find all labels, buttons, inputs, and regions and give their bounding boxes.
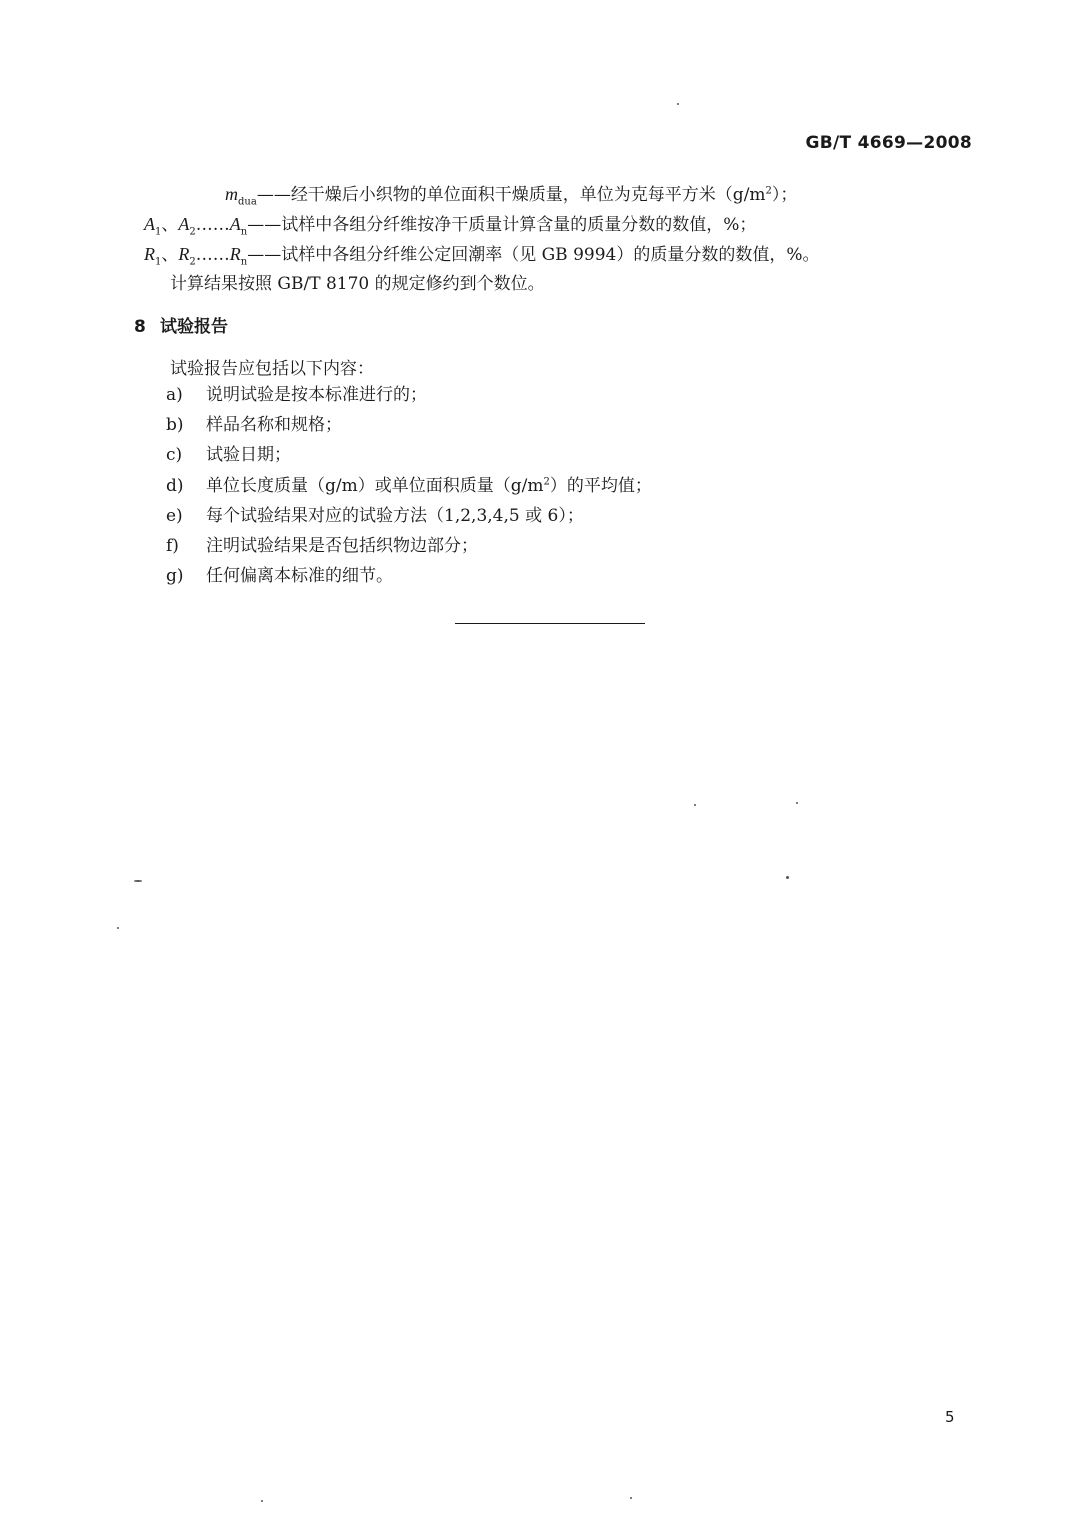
section-intro: 试验报告应包括以下内容：	[170, 359, 374, 379]
symbol-rn-subscript: n	[240, 256, 248, 268]
symbol-rn: R	[229, 244, 241, 264]
list-item-text: 试验日期；	[206, 445, 291, 466]
list-marker: e)	[166, 505, 183, 526]
list-item	[166, 380, 652, 410]
list-item	[166, 561, 652, 591]
list-marker: g)	[166, 566, 184, 587]
scan-speck	[630, 1497, 632, 1499]
symbol-m: m	[225, 184, 238, 204]
definition-text-end: ）；	[771, 185, 798, 205]
symbol-a2-subscript: 2	[189, 226, 196, 238]
definition-text: 经干燥后小织物的单位面积干燥质量，单位为克每平方米（g/m	[290, 185, 766, 205]
definition-m-dua	[225, 182, 797, 207]
symbol-m-subscript: dua	[238, 196, 257, 208]
definition-r-values	[144, 242, 820, 267]
ellipsis: ……	[195, 215, 230, 235]
scan-speck	[261, 1500, 263, 1502]
list-item-text: 注明试验结果是否包括织物边部分；	[206, 535, 478, 556]
symbol-a1: A	[144, 214, 155, 234]
scan-speck	[117, 927, 119, 929]
section-heading	[134, 312, 228, 337]
report-items-list	[166, 380, 652, 591]
list-item-text: 样品名称和规格；	[206, 415, 342, 436]
unit-superscript: 2	[765, 185, 772, 197]
definition-dash: ——	[247, 245, 282, 265]
symbol-r1-subscript: 1	[155, 256, 162, 268]
ellipsis: ……	[195, 245, 230, 265]
definition-text: 试样中各组分纤维公定回潮率（见 GB 9994）的质量分数的数值，%。	[281, 245, 820, 265]
list-item-text: 单位长度质量（g/m）或单位面积质量（g/m	[206, 475, 544, 496]
separator: 、	[161, 215, 179, 235]
definition-dash: ——	[247, 215, 282, 235]
list-item	[166, 440, 652, 470]
separator: 、	[161, 245, 179, 265]
scan-speck	[694, 804, 696, 806]
list-item-text: 每个试验结果对应的试验方法（1,2,3,4,5 或 6）；	[206, 505, 584, 526]
symbol-r2: R	[178, 244, 190, 264]
scan-speck	[677, 103, 679, 105]
symbol-an-subscript: n	[240, 226, 248, 238]
section-title: 试验报告	[160, 317, 228, 337]
definition-text: 试样中各组分纤维按净干质量计算含量的质量分数的数值，%；	[281, 215, 757, 235]
list-marker: c)	[166, 445, 183, 466]
list-marker: a)	[166, 385, 183, 405]
definition-a-values	[144, 212, 756, 237]
list-marker: b)	[166, 415, 184, 436]
symbol-r1: R	[144, 244, 155, 264]
end-of-document-rule	[455, 623, 645, 624]
list-marker: f)	[166, 535, 179, 556]
page-number: 5	[945, 1408, 955, 1426]
rounding-note: 计算结果按照 GB/T 8170 的规定修约到个数位。	[170, 274, 545, 294]
definition-dash: ——	[256, 185, 291, 205]
list-item-text-end: ）的平均值；	[549, 475, 652, 496]
symbol-r2-subscript: 2	[189, 256, 196, 268]
symbol-an: A	[229, 214, 241, 234]
standard-code: GB/T 4669—2008	[805, 133, 972, 153]
list-item	[166, 410, 652, 440]
section-number: 8	[134, 317, 146, 337]
list-item	[166, 501, 652, 531]
unit-superscript: 2	[543, 475, 550, 487]
list-item-text: 说明试验是按本标准进行的；	[206, 385, 427, 405]
list-item	[166, 471, 652, 501]
symbol-a1-subscript: 1	[155, 226, 162, 238]
list-item	[166, 531, 652, 561]
list-item-text: 任何偏离本标准的细节。	[206, 566, 393, 587]
symbol-a2: A	[178, 214, 190, 234]
scan-speck	[134, 880, 142, 882]
list-marker: d)	[166, 475, 184, 496]
scan-speck	[796, 802, 798, 804]
scan-speck	[786, 876, 789, 879]
